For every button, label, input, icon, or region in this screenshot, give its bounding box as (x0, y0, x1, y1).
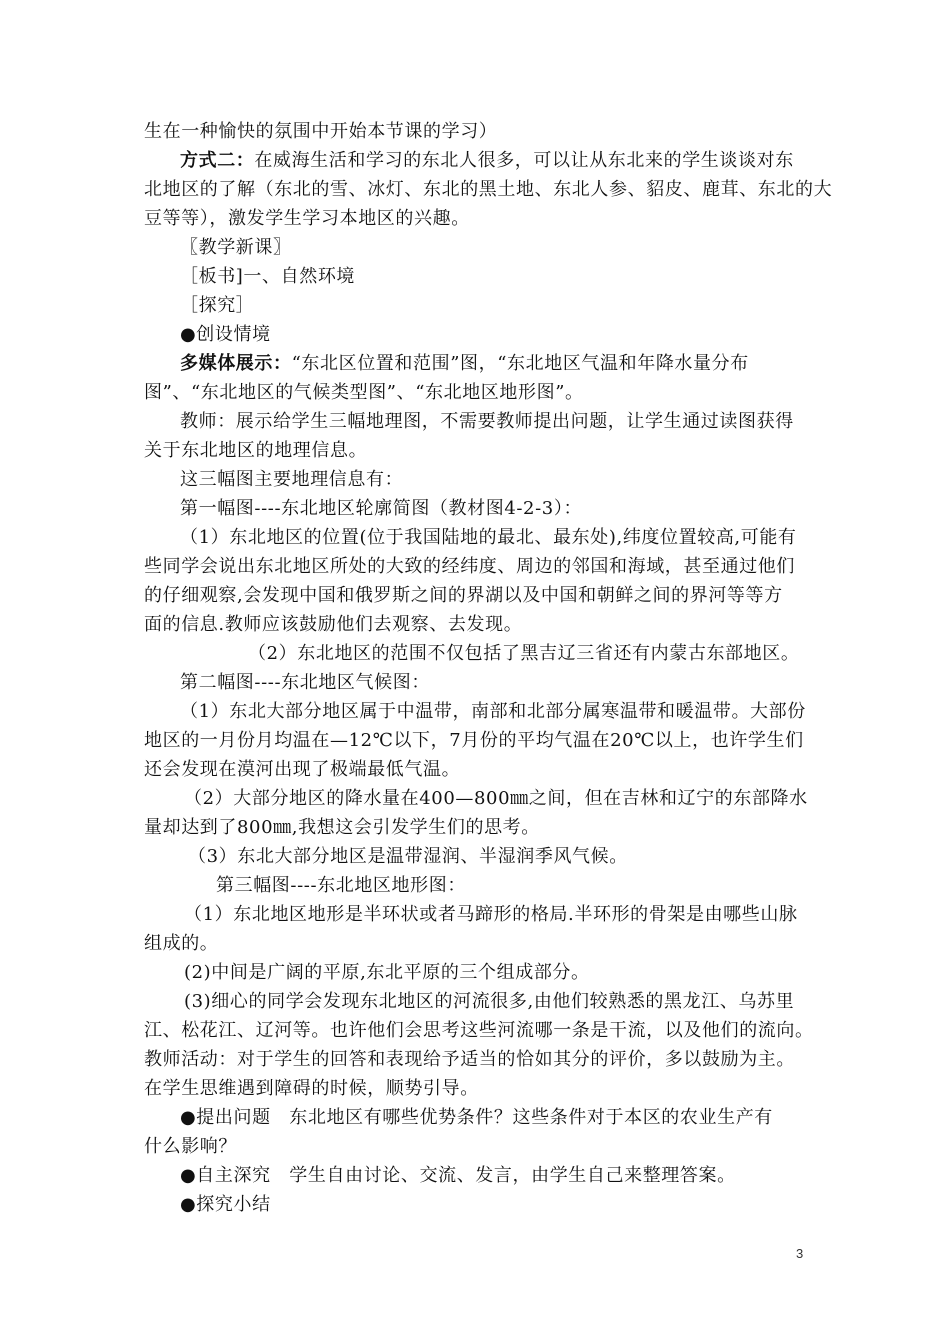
text-line: 些同学会说出东北地区所处的大致的经纬度、周边的邻国和海域，甚至通过他们 (144, 556, 795, 577)
text-line: （1）东北地区地形是半环状或者马蹄形的格局.半环形的骨架是由哪些山脉 (184, 904, 798, 925)
text-line: 组成的。 (144, 933, 219, 954)
page-number: 3 (796, 1246, 804, 1261)
text-line: 第一幅图----东北地区轮廓简图（教材图4-2-3）： (180, 498, 583, 519)
text-line: 地区的一月份月均温在—12℃以下，7月份的平均气温在20℃以上，也许学生们 (144, 730, 804, 751)
text-line: （2）大部分地区的降水量在400—800㎜之间，但在吉林和辽宁的东部降水 (184, 788, 808, 809)
text-line: 的仔细观察,会发现中国和俄罗斯之间的界湖以及中国和朝鲜之间的界河等等方 (144, 585, 783, 606)
text-line: 在学生思维遇到障碍的时候，顺势引导。 (144, 1078, 479, 1099)
text-line: ●提出问题 东北地区有哪些优势条件？这些条件对于本区的农业生产有 (180, 1107, 773, 1128)
text-line: 生在一种愉快的氛围中开始本节课的学习） (144, 121, 498, 142)
text-line: (3)细心的同学会发现东北地区的河流很多,由他们较熟悉的黑龙江、乌苏里 (184, 991, 795, 1012)
text-line: 量却达到了800㎜,我想这会引发学生们的思考。 (144, 817, 540, 838)
text-line: 还会发现在漠河出现了极端最低气温。 (144, 759, 461, 780)
text-line: 什么影响？ (144, 1136, 237, 1157)
text-line: 第三幅图----东北地区地形图： (216, 875, 466, 896)
text-line: 〖教学新课〗 (180, 237, 292, 258)
text-line: 第二幅图----东北地区气候图： (180, 672, 430, 693)
text-line: (2)中间是广阔的平原,东北平原的三个组成部分。 (184, 962, 590, 983)
text-line: 江、松花江、辽河等。也许他们会思考这些河流哪一条是干流，以及他们的流向。 (144, 1020, 814, 1041)
text-line: （2）东北地区的范围不仅包括了黑吉辽三省还有内蒙古东部地区。 (248, 643, 800, 664)
text-line: （3）东北大部分地区是温带湿润、半湿润季风气候。 (188, 846, 628, 867)
text-line: ●探究小结 (180, 1194, 271, 1215)
text-line: 北地区的了解（东北的雪、冰灯、东北的黑土地、东北人参、貂皮、鹿茸、东北的大 (144, 179, 833, 200)
text-line: 豆等等），激发学生学习本地区的兴趣。 (144, 208, 470, 229)
text-line: 这三幅图主要地理信息有： (180, 469, 404, 490)
text-line: 面的信息.教师应该鼓励他们去观察、去发现。 (144, 614, 523, 635)
bold-lead: 方式二： (180, 150, 255, 171)
text-line: 图”、“东北地区的气候类型图”、“东北地区地形图”。 (144, 382, 584, 403)
text-line: （1）东北地区的位置(位于我国陆地的最北、最东处),纬度位置较高,可能有 (180, 527, 797, 548)
text-line: ●创设情境 (180, 324, 271, 345)
text-line: 关于东北地区的地理信息。 (144, 440, 368, 461)
text-line: ［探究］ (180, 295, 255, 316)
text-line: 教师活动：对于学生的回答和表现给予适当的恰如其分的评价，多以鼓励为主。 (144, 1049, 795, 1070)
text-line: ●自主深究 学生自由讨论、交流、发言，由学生自己来整理答案。 (180, 1165, 736, 1186)
bold-lead: 多媒体展示： (180, 353, 292, 374)
text-line: 多媒体展示：“东北区位置和范围”图，“东北地区气温和年降水量分布 (180, 353, 749, 374)
text-line: 教师：展示给学生三幅地理图，不需要教师提出问题，让学生通过读图获得 (180, 411, 794, 432)
text-line: ［板书]一、自然环境 (180, 266, 356, 287)
text-line: （1）东北大部分地区属于中温带，南部和北部分属寒温带和暖温带。大部份 (180, 701, 806, 722)
text-line: 方式二：在威海生活和学习的东北人很多，可以让从东北来的学生谈谈对东 (180, 150, 794, 171)
